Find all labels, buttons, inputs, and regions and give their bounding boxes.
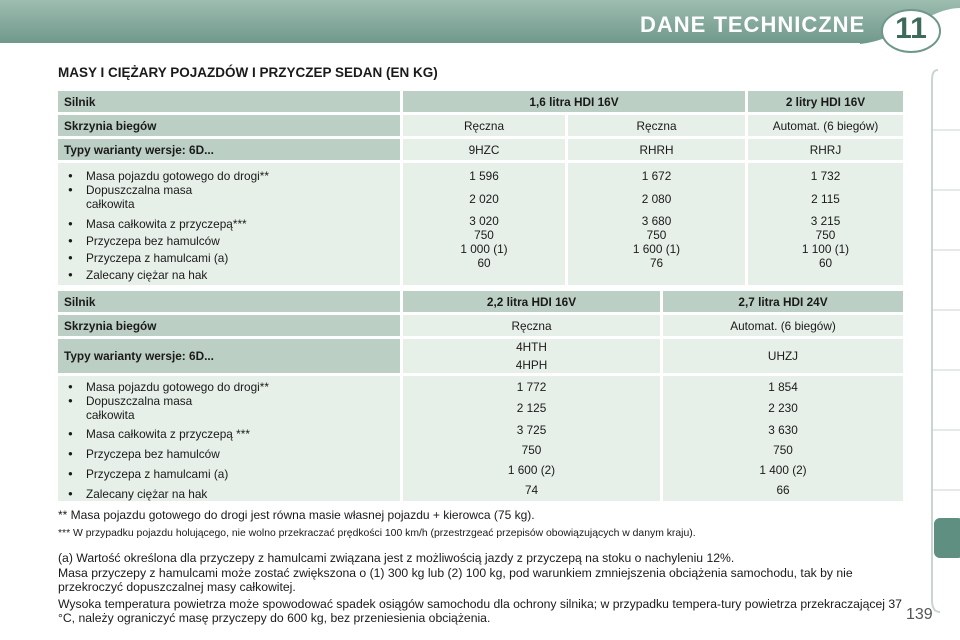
values-col-1: 1 596 2 020 3 020 750 1 000 (1) 60 — [403, 163, 565, 285]
engine-2: 2 litry HDI 16V — [748, 91, 903, 112]
type-2: RHRH — [568, 139, 745, 160]
engine-2: 2,7 litra HDI 24V — [663, 291, 903, 312]
types-col-1: 4HTH 4HPH — [403, 339, 660, 373]
values-col-2: 1 854 2 230 3 630 750 1 400 (2) 66 — [663, 376, 903, 501]
paragraph-2: Masa przyczepy z hamulcami może zostać zwiększona o (1) 300 kg lub (2) 100 kg, pod warunkiem zmniejszenia obciążenia samochodu, tak by nie przekroczyć dopuszczalnej masy całkowitej. — [58, 566, 853, 594]
list-item: ● Zalecany ciężar na hak — [64, 487, 394, 501]
list-item: ● Dopuszczalna masa całkowita — [64, 183, 394, 211]
list-item: ● Masa całkowita z przyczepą *** — [64, 427, 394, 441]
engine-1: 1,6 litra HDI 16V — [403, 91, 745, 112]
page-title: DANE TECHNICZNE — [640, 12, 866, 37]
list-item: ● Dopuszczalna masa całkowita — [64, 394, 394, 422]
list-item: ● Przyczepa bez hamulców — [64, 234, 394, 248]
type-1: 9HZC — [403, 139, 565, 160]
list-item: ● Masa całkowita z przyczepą*** — [64, 217, 394, 231]
list-item: ● Masa pojazdu gotowego do drogi** — [64, 380, 394, 394]
types-label: Typy warianty wersje: 6D... — [58, 139, 400, 160]
weights-table-1 — [55, 88, 906, 288]
list-item: ● Zalecany ciężar na hak — [64, 268, 394, 282]
item-list — [58, 163, 400, 285]
page-number: 139 — [906, 606, 933, 623]
paragraph-3: Wysoka temperatura powietrza może spowodować spadek osiągów samochodu dla ochrony silnika; w przypadku tempera-tury powietrza przekraczającej 37 °C, należy ograniczyć masę przyczepy do 600 kg, bez przeniesienia obciążenia. — [58, 597, 902, 625]
engine-label: Silnik — [58, 291, 400, 312]
paragraph-1: (a) Wartość określona dla przyczepy z hamulcami związana jest z możliwością jazdy z przyczepą na stoku o nachyleniu 12%. — [58, 551, 735, 565]
weights-table-2 — [55, 288, 906, 504]
type-2: UHZJ — [663, 339, 903, 373]
type-3: RHRJ — [748, 139, 903, 160]
engine-1: 2,2 litra HDI 16V — [403, 291, 660, 312]
gearbox-label: Skrzynia biegów — [58, 115, 400, 136]
gearbox-2: Ręczna — [568, 115, 745, 136]
footnote-2: *** W przypadku pojazdu holującego, nie wolno przekraczać prędkości 100 km/h (przestrzgeać przepisów obowiązujących w danym kraju). — [58, 528, 696, 539]
gearbox-2: Automat. (6 biegów) — [663, 315, 903, 336]
chapter-number: 11 — [895, 12, 927, 45]
item-list — [58, 376, 400, 501]
footnote-1: ** Masa pojazdu gotowego do drogi jest równa masie własnej pojazdu + kierowca (75 kg). — [58, 508, 535, 522]
list-item: ● Masa pojazdu gotowego do drogi** — [64, 169, 394, 183]
list-item: ● Przyczepa z hamulcami (a) — [64, 251, 394, 265]
gearbox-3: Automat. (6 biegów) — [748, 115, 903, 136]
types-label: Typy warianty wersje: 6D... — [58, 339, 400, 373]
values-col-2: 1 672 2 080 3 680 750 1 600 (1) 76 — [568, 163, 745, 285]
values-col-3: 1 732 2 115 3 215 750 1 100 (1) 60 — [748, 163, 903, 285]
values-col-1: 1 772 2 125 3 725 750 1 600 (2) 74 — [403, 376, 660, 501]
list-item: ● Przyczepa bez hamulców — [64, 447, 394, 461]
gearbox-1: Ręczna — [403, 115, 565, 136]
gearbox-label: Skrzynia biegów — [58, 315, 400, 336]
gearbox-1: Ręczna — [403, 315, 660, 336]
engine-label: Silnik — [58, 91, 400, 112]
page-edge-tabs — [930, 0, 960, 640]
list-item: ● Przyczepa z hamulcami (a) — [64, 467, 394, 481]
section-title: MASY I CIĘŻARY POJAZDÓW I PRZYCZEP SEDAN (EN KG) — [58, 65, 438, 80]
